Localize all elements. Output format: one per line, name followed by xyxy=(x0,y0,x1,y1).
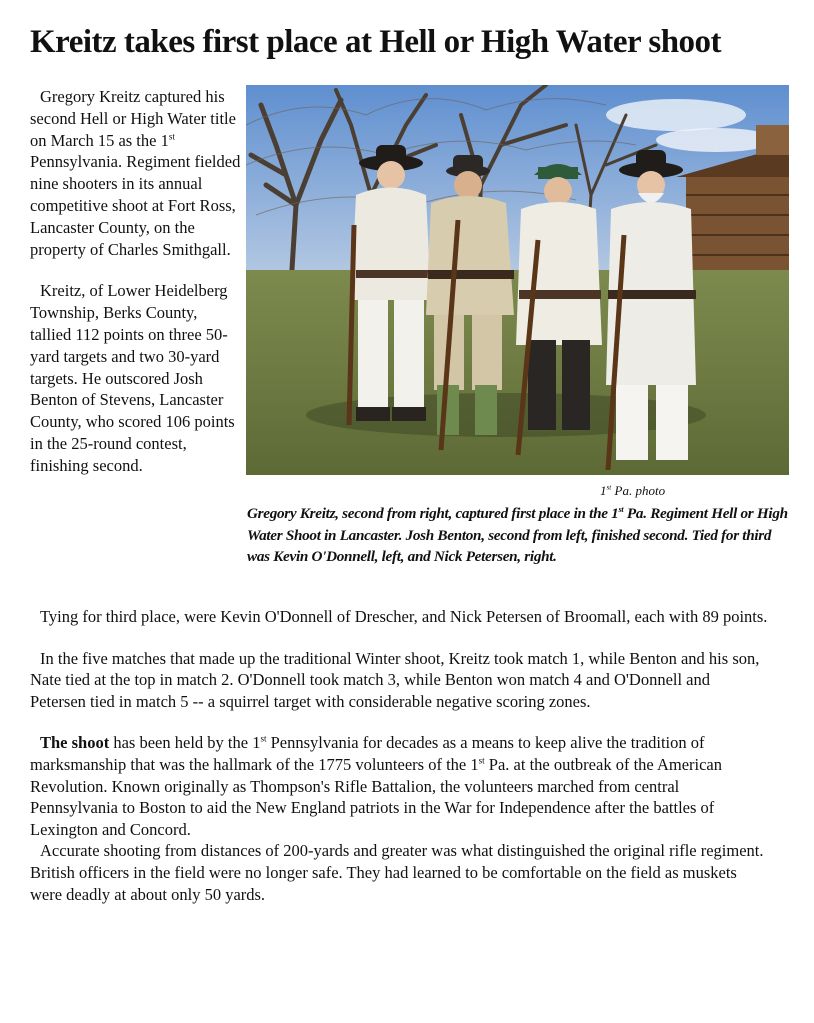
side-column xyxy=(30,86,242,477)
body-paragraph-3: The shoot has been held by the 1st Pennsylvania for decades as a means to keep alive the tradition of marksmanship that was the hallmark of the 1775 volunteers of the 1st Pa. at the outbreak of the American Revolution. Known originally as Thompson's Rifle Battalion, the volunteers marched from central Pennsylvania to Boston to aid the New England patriots in the War for Independence after the battles of Lexington and Concord. xyxy=(30,733,722,839)
photo-illustration xyxy=(246,85,789,475)
side-paragraph-1: Gregory Kreitz captured his second Hell or High Water title on March 15 as the 1st Pennsylvania. Regiment fielded nine shooters in its annual competitive shoot at Fort Ross, Lancaster County, on the property of Charles Smithgall. xyxy=(30,87,241,259)
photo-caption: Gregory Kreitz, second from right, captured first place in the 1st Pa. Regiment Hell or High Water Shoot in Lancaster. Josh Benton, second from left, finished second. Tied for third was Kevin O'Donnell, left, and Nick Petersen, right. xyxy=(247,504,788,565)
photo-credit: 1st Pa. photo xyxy=(600,483,666,498)
body-paragraph-1: Tying for third place, were Kevin O'Donnell of Drescher, and Nick Petersen of Broomall, each with 89 points. xyxy=(40,607,768,626)
lead-in: The shoot xyxy=(40,733,110,753)
article-body xyxy=(30,606,770,905)
side-paragraph-2: Kreitz, of Lower Heidelberg Township, Berks County, tallied 112 points on three 50-yard targets and two 30-yard targets. He outscored Josh Benton of Stevens, Lancaster County, who scored 106 points in the 25-round contest, finishing second. xyxy=(30,281,235,475)
news-photo xyxy=(246,85,789,475)
body-paragraph-2: In the five matches that made up the traditional Winter shoot, Kreitz took match 1, while Benton and his son, Nate tied at the top in match 2. O'Donnell took match 3, while Benton won match 4 and O'Donnell and Petersen tied in match 5 -- a squirrel target with considerable negative scoring zones. xyxy=(30,648,760,711)
headline: Kreitz takes first place at Hell or High Water shoot xyxy=(30,24,722,60)
body-paragraph-4: Accurate shooting from distances of 200-yards and greater was what distinguished the original rifle regiment. British officers in the field were no longer safe. They had learned to be comfortable on the field as muskets were deadly at about only 50 yards. xyxy=(30,841,764,904)
